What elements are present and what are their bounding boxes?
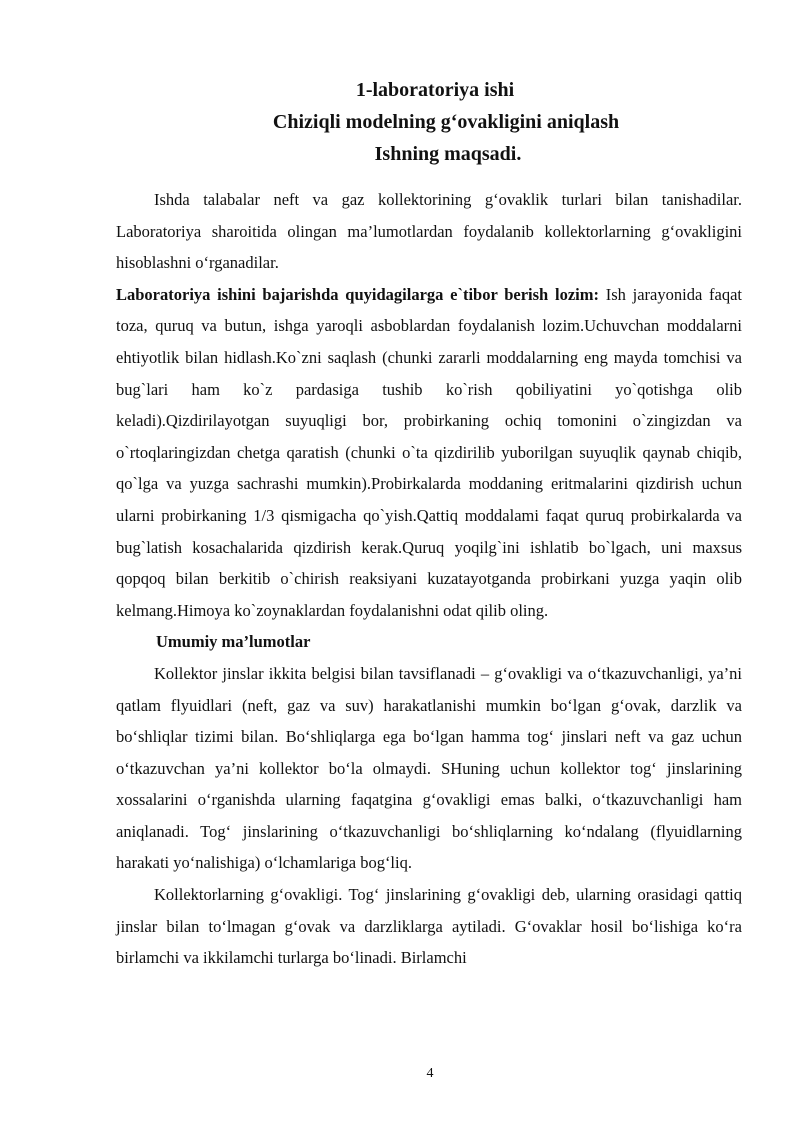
lab-topic-title: Chiziqli modelning g‘ovakligini aniqlash [272, 111, 620, 133]
purpose-heading: Ishning maqsadi. [374, 143, 522, 165]
title-block [0, 74, 800, 170]
safety-text: Ish jarayonida faqat toza, quruq va butun, ishga yaroqli asboblardan foydalanish lozim.Uchuvchan moddalarni ehtiyotlik bilan hidlash.Ko`zni saqlash (chunki zararli moddalarning eng mayda tomchisi va bug`lari ham ko`z pardasiga tushib ko`rish qobiliyatini yo`qotishga olib keladi).Qizdirilayotgan suyuqligi bor, probirkaning ochiq tomonini o`zingizdan va o`rtoqlaringizdan chetga qaratish (chunki o`ta qizdirilib yuborilgan suyuqlik qaynab chiqib, qo`lga va yuzga sachrashi mumkin).Probirkalarda moddaning eritmalarini qizdirish uchun ularni probirkaning 1/3 qismigacha qo`yish.Qattiq moddalami faqat quruq probirkalarda va bug`latish kosachalarida qizdirish kerak.Quruq yoqilg`ini ishlatib bo`lgach, uni maxsus qopqoq bilan berkitib o`chirish reaksiyani kuzatayotganda probirkani yuzga yaqin olib kelmang.Himoya ko`zoynaklardan foydalanishni odat qilib oling. [116, 284, 742, 620]
page-number: 4 [426, 1066, 434, 1081]
collector-paragraph: Kollektor jinslar ikkita belgisi bilan tavsiflanadi – g‘ovakligi va o‘tkazuvchanligi, ya’ni qatlam flyuidlari (neft, gaz va suv) harakatlanishi mumkin bo‘lgan g‘ovak, darzlik va bo‘shliqlar tizimi bilan. Bo‘shliqlarga ega bo‘lgan hamma tog‘ jinslari neft va gaz uchun o‘tkazuvchan ya’ni kollektor bo‘la olmaydi. SHuning uchun kollektor tog‘ jinslarining xossalarini o‘rganishda ularning faqatgina g‘ovakligi emas balki, o‘tkazuvchanligi ham aniqlanadi. Tog‘ jinslarining o‘tkazuvchanligi bo‘shliqlarning ko‘ndalang (flyuidlarning harakati yo‘nalishiga) o‘lchamlariga bog‘liq. [116, 663, 742, 873]
safety-paragraph [116, 279, 742, 627]
document-body [116, 184, 742, 974]
general-info-heading: Umumiy ma’lumotlar [156, 632, 311, 652]
purpose-paragraph: Ishda talabalar neft va gaz kollektorining g‘ovaklik turlari bilan tanishadilar. Laboratoriya sharoitida olingan ma’lumotlardan foydalanib kollektorlarning g‘ovakligini hisoblashni o‘rganadilar. [116, 190, 742, 273]
lab-number-title: 1-laboratoriya ishi [355, 79, 515, 101]
porosity-paragraph: Kollektorlarning g‘ovakligi. Tog‘ jinslarining g‘ovakligi deb, ularning orasidagi qattiq jinslar bilan to‘lmagan g‘ovak va darzliklarga aytiladi. G‘ovaklar hosil bo‘lishiga ko‘ra birlamchi va ikkilamchi turlarga bo‘linadi. Birlamchi [116, 885, 742, 968]
safety-heading: Laboratoriya ishini bajarishda quyidagilarga e`tibor berish lozim: [116, 284, 599, 304]
